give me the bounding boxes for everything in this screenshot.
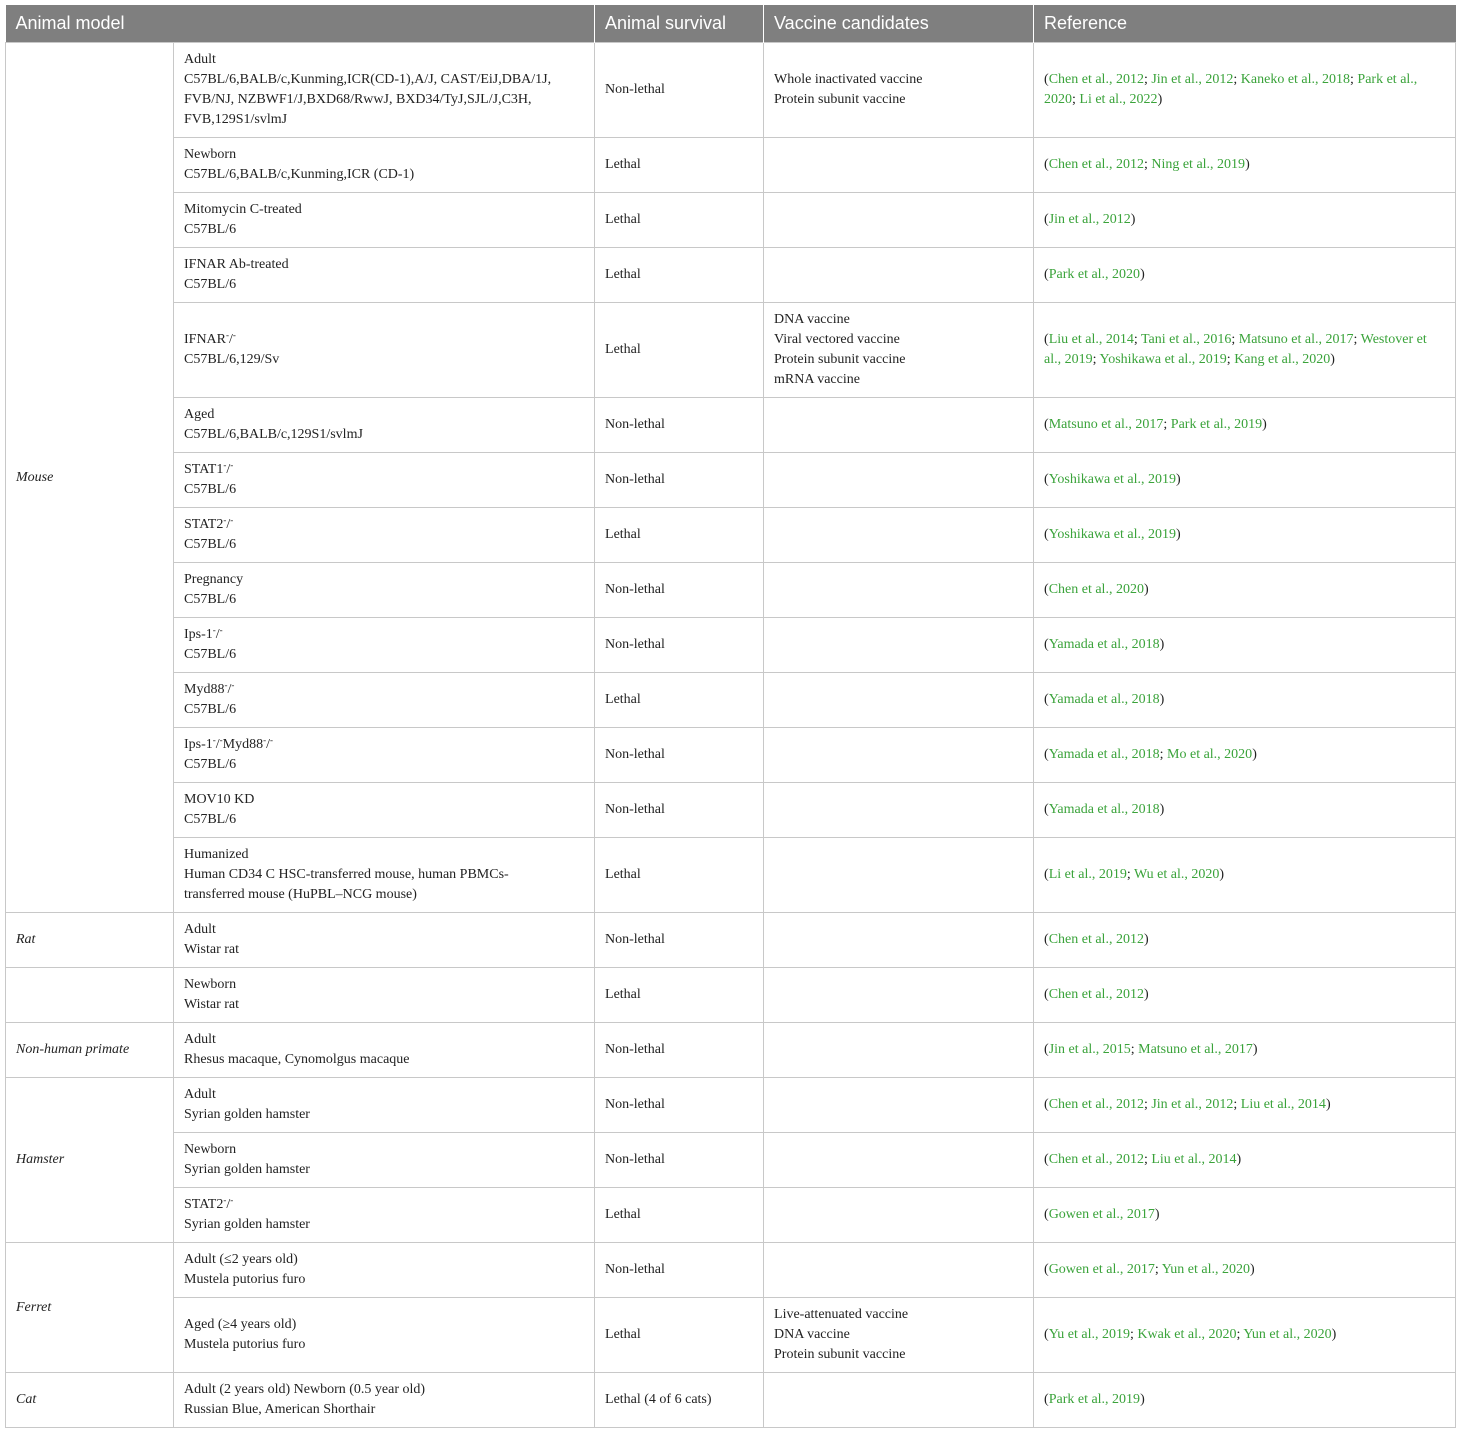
model-cell [174, 1023, 595, 1078]
survival-cell: Lethal [595, 508, 764, 563]
model-line: C57BL/6,BALB/c,129S1/svlmJ [184, 427, 363, 442]
table-row [6, 453, 1456, 508]
table-row [6, 1023, 1456, 1078]
survival-cell: Non-lethal [595, 1023, 764, 1078]
reference-cell: (Chen et al., 2020) [1034, 563, 1456, 618]
model-line: C57BL/6,129/Sv [184, 352, 280, 367]
header-animal-model: Animal model [6, 5, 595, 43]
reference-cell: (Yu et al., 2019; Kwak et al., 2020; Yun et al., 2020) [1034, 1298, 1456, 1373]
reference-link[interactable]: Yoshikawa et al., 2019 [1048, 472, 1176, 487]
table-row [6, 1243, 1456, 1298]
reference-link[interactable]: Kaneko et al., 2018 [1240, 72, 1351, 87]
reference-link[interactable]: Jin et al., 2015 [1048, 1042, 1131, 1057]
survival-cell: Lethal [595, 838, 764, 913]
reference-cell: (Yamada et al., 2018; Mo et al., 2020) [1034, 728, 1456, 783]
model-cell [174, 508, 595, 563]
model-line: Aged [184, 407, 215, 422]
vaccine-item: Protein subunit vaccine [774, 92, 906, 107]
survival-cell: Lethal [595, 303, 764, 398]
table-row [6, 913, 1456, 968]
reference-cell: (Park et al., 2020) [1034, 248, 1456, 303]
model-line: Syrian golden hamster [184, 1217, 310, 1232]
reference-cell: (Yamada et al., 2018) [1034, 783, 1456, 838]
reference-cell: (Park et al., 2019) [1034, 1373, 1456, 1428]
model-cell [174, 398, 595, 453]
survival-cell: Non-lethal [595, 398, 764, 453]
reference-cell: (Gowen et al., 2017) [1034, 1188, 1456, 1243]
model-line: Russian Blue, American Shorthair [184, 1402, 376, 1417]
model-line: Newborn [184, 977, 237, 992]
reference-link[interactable]: Tani et al., 2016 [1140, 332, 1232, 347]
model-line: C57BL/6 [184, 222, 237, 237]
model-line: Adult (≤2 years old) [184, 1252, 298, 1267]
reference-link[interactable]: Mo et al., 2020 [1167, 747, 1253, 762]
model-line: Mitomycin C-treated [184, 202, 302, 217]
model-line: C57BL/6 [184, 537, 237, 552]
vaccine-cell [764, 1298, 1034, 1373]
reference-link[interactable]: Yun et al., 2020 [1161, 1262, 1250, 1277]
vaccine-cell [764, 1078, 1034, 1133]
model-line: C57BL/6 [184, 757, 237, 772]
model-line: FVB,129S1/svlmJ [184, 112, 288, 127]
reference-cell: (Chen et al., 2012; Ning et al., 2019) [1034, 138, 1456, 193]
vaccine-cell [764, 453, 1034, 508]
survival-cell: Lethal (4 of 6 cats) [595, 1373, 764, 1428]
model-line: Rhesus macaque, Cynomolgus macaque [184, 1052, 410, 1067]
reference-link[interactable]: Yu et al., 2019 [1048, 1327, 1130, 1342]
vaccine-cell [764, 728, 1034, 783]
animal-cell [6, 968, 174, 1023]
table-row [6, 1133, 1456, 1188]
header-animal-survival: Animal survival [595, 5, 764, 43]
model-line: C57BL/6 [184, 702, 237, 717]
model-line: Ips-1-/-Myd88-/- [184, 735, 274, 752]
header-reference: Reference [1034, 5, 1456, 43]
reference-link[interactable]: Kwak et al., 2020 [1137, 1327, 1237, 1342]
animal-cell: Non-human primate [6, 1023, 174, 1078]
model-line: Adult [184, 52, 216, 67]
vaccine-item: Whole inactivated vaccine [774, 72, 923, 87]
model-line: C57BL/6,BALB/c,Kunming,ICR (CD-1) [184, 167, 415, 182]
model-line: IFNAR Ab-treated [184, 257, 289, 272]
vaccine-item: DNA vaccine [774, 312, 850, 327]
survival-cell: Lethal [595, 1298, 764, 1373]
survival-cell: Lethal [595, 248, 764, 303]
animal-cell: Mouse [6, 43, 174, 913]
survival-cell: Non-lethal [595, 913, 764, 968]
model-cell [174, 193, 595, 248]
vaccine-cell [764, 303, 1034, 398]
reference-link[interactable]: Yoshikawa et al., 2019 [1099, 352, 1227, 367]
reference-link[interactable]: Matsuno et al., 2017 [1048, 417, 1164, 432]
table-row [6, 563, 1456, 618]
vaccine-cell [764, 138, 1034, 193]
model-line: Adult [184, 1087, 216, 1102]
reference-link[interactable]: Wu et al., 2020 [1133, 867, 1220, 882]
model-line: Newborn [184, 1142, 237, 1157]
reference-link[interactable]: Park et al., 2019 [1048, 1392, 1141, 1407]
header-row [6, 5, 1456, 43]
reference-link[interactable]: Chen et al., 2012 [1048, 157, 1144, 172]
reference-cell: (Chen et al., 2012) [1034, 913, 1456, 968]
reference-link[interactable]: Yoshikawa et al., 2019 [1048, 527, 1176, 542]
reference-link[interactable]: Park et al., 2020 [1044, 72, 1418, 107]
table-row [6, 193, 1456, 248]
vaccine-item: DNA vaccine [774, 1327, 850, 1342]
survival-cell: Non-lethal [595, 563, 764, 618]
model-line: C57BL/6 [184, 647, 237, 662]
survival-cell: Lethal [595, 673, 764, 728]
model-line: C57BL/6 [184, 277, 237, 292]
survival-cell: Lethal [595, 1188, 764, 1243]
model-cell [174, 43, 595, 138]
model-line: Syrian golden hamster [184, 1107, 310, 1122]
table-row [6, 508, 1456, 563]
reference-cell: (Yamada et al., 2018) [1034, 673, 1456, 728]
table-row [6, 303, 1456, 398]
reference-link[interactable]: Li et al., 2022 [1079, 92, 1158, 107]
survival-cell: Non-lethal [595, 728, 764, 783]
reference-link[interactable]: Yamada et al., 2018 [1048, 747, 1160, 762]
reference-link[interactable]: Chen et al., 2012 [1048, 72, 1144, 87]
model-cell [174, 913, 595, 968]
vaccine-cell [764, 508, 1034, 563]
model-line: FVB/NJ, NZBWF1/J,BXD68/RwwJ, BXD34/TyJ,SJL/J,C3H, [184, 92, 532, 107]
reference-link[interactable]: Li et al., 2019 [1048, 867, 1127, 882]
animal-cell: Cat [6, 1373, 174, 1428]
model-line: Aged (≥4 years old) [184, 1317, 297, 1332]
table-row [6, 1373, 1456, 1428]
table-row [6, 1078, 1456, 1133]
reference-link[interactable]: Park et al., 2020 [1048, 267, 1141, 282]
table-row [6, 1298, 1456, 1373]
model-cell [174, 1373, 595, 1428]
table-body [6, 43, 1456, 1428]
vaccine-item: Protein subunit vaccine [774, 352, 906, 367]
model-line: Wistar rat [184, 997, 240, 1012]
model-cell [174, 303, 595, 398]
survival-cell: Non-lethal [595, 783, 764, 838]
vaccine-cell [764, 1373, 1034, 1428]
vaccine-cell [764, 248, 1034, 303]
reference-link[interactable]: Jin et al., 2012 [1151, 1097, 1234, 1112]
model-line: Adult [184, 922, 216, 937]
model-line: IFNAR-/- [184, 330, 236, 347]
reference-cell: (Gowen et al., 2017; Yun et al., 2020) [1034, 1243, 1456, 1298]
model-cell [174, 1188, 595, 1243]
reference-link[interactable]: Chen et al., 2012 [1048, 1097, 1144, 1112]
model-line: C57BL/6 [184, 812, 237, 827]
reference-link[interactable]: Jin et al., 2012 [1048, 212, 1131, 227]
reference-link[interactable]: Matsuno et al., 2017 [1238, 332, 1354, 347]
survival-cell: Lethal [595, 193, 764, 248]
reference-link[interactable]: Chen et al., 2012 [1048, 1152, 1144, 1167]
vaccine-cell [764, 838, 1034, 913]
reference-cell: (Yoshikawa et al., 2019) [1034, 508, 1456, 563]
vaccine-cell [764, 783, 1034, 838]
reference-link[interactable]: Yamada et al., 2018 [1048, 637, 1160, 652]
survival-cell: Non-lethal [595, 618, 764, 673]
model-line: STAT1-/- [184, 460, 234, 477]
reference-cell: (Chen et al., 2012) [1034, 968, 1456, 1023]
reference-link[interactable]: Kang et al., 2020 [1234, 352, 1331, 367]
model-line: STAT2-/- [184, 515, 234, 532]
survival-cell: Non-lethal [595, 1133, 764, 1188]
reference-cell: (Chen et al., 2012; Jin et al., 2012; Liu et al., 2014) [1034, 1078, 1456, 1133]
reference-cell: (Li et al., 2019; Wu et al., 2020) [1034, 838, 1456, 913]
reference-cell: (Yamada et al., 2018) [1034, 618, 1456, 673]
table-row [6, 618, 1456, 673]
reference-link[interactable]: Chen et al., 2012 [1048, 932, 1144, 947]
reference-link[interactable]: Liu et al., 2014 [1240, 1097, 1326, 1112]
vaccine-cell [764, 563, 1034, 618]
table-row [6, 838, 1456, 913]
model-line: C57BL/6,BALB/c,Kunming,ICR(CD-1),A/J, CAST/EiJ,DBA/1J, [184, 72, 552, 87]
model-line: Ips-1-/- [184, 625, 223, 642]
model-cell [174, 1298, 595, 1373]
reference-link[interactable]: Liu et al., 2014 [1048, 332, 1134, 347]
header-vaccine-candidates: Vaccine candidates [764, 5, 1034, 43]
table-row [6, 248, 1456, 303]
model-line: C57BL/6 [184, 592, 237, 607]
reference-cell: (Yoshikawa et al., 2019) [1034, 453, 1456, 508]
reference-cell: (Liu et al., 2014; Tani et al., 2016; Matsuno et al., 2017; Westover et al., 2019; Yoshikawa et al., 2019; Kang et al., 2020) [1034, 303, 1456, 398]
reference-link[interactable]: Yun et al., 2020 [1243, 1327, 1332, 1342]
survival-cell: Non-lethal [595, 1243, 764, 1298]
model-line: MOV10 KD [184, 792, 255, 807]
table-row [6, 968, 1456, 1023]
vaccine-cell [764, 968, 1034, 1023]
vaccine-item: Live-attenuated vaccine [774, 1307, 909, 1322]
vaccine-cell [764, 43, 1034, 138]
reference-link[interactable]: Gowen et al., 2017 [1048, 1207, 1155, 1222]
reference-link[interactable]: Yamada et al., 2018 [1048, 802, 1160, 817]
survival-cell: Non-lethal [595, 1078, 764, 1133]
table-row [6, 673, 1456, 728]
vaccine-cell [764, 1133, 1034, 1188]
vaccine-cell [764, 398, 1034, 453]
table-row [6, 1188, 1456, 1243]
model-cell [174, 1243, 595, 1298]
model-cell [174, 968, 595, 1023]
reference-link[interactable]: Matsuno et al., 2017 [1138, 1042, 1253, 1057]
model-cell [174, 1078, 595, 1133]
reference-cell: (Jin et al., 2015; Matsuno et al., 2017) [1034, 1023, 1456, 1078]
model-line: STAT2-/- [184, 1195, 234, 1212]
reference-link[interactable]: Park et al., 2019 [1170, 417, 1263, 432]
animal-cell: Hamster [6, 1078, 174, 1243]
vaccine-cell [764, 1243, 1034, 1298]
reference-cell: (Matsuno et al., 2017; Park et al., 2019) [1034, 398, 1456, 453]
model-cell [174, 673, 595, 728]
animal-model-table [5, 5, 1456, 1428]
vaccine-cell [764, 913, 1034, 968]
vaccine-item: Protein subunit vaccine [774, 1347, 906, 1362]
model-line: Myd88-/- [184, 680, 235, 697]
model-line: Syrian golden hamster [184, 1162, 310, 1177]
model-line: Mustela putorius furo [184, 1337, 306, 1352]
reference-cell: (Chen et al., 2012; Jin et al., 2012; Kaneko et al., 2018; Park et al., 2020; Li et al., 2022) [1034, 43, 1456, 138]
reference-link[interactable]: Liu et al., 2014 [1151, 1152, 1237, 1167]
model-line: C57BL/6 [184, 482, 237, 497]
table-row [6, 43, 1456, 138]
reference-link[interactable]: Jin et al., 2012 [1151, 72, 1234, 87]
table-row [6, 728, 1456, 783]
model-cell [174, 618, 595, 673]
vaccine-cell [764, 673, 1034, 728]
survival-cell: Non-lethal [595, 453, 764, 508]
model-line: Pregnancy [184, 572, 244, 587]
model-cell [174, 453, 595, 508]
model-cell [174, 783, 595, 838]
reference-link[interactable]: Ning et al., 2019 [1151, 157, 1246, 172]
reference-link[interactable]: Yamada et al., 2018 [1048, 692, 1160, 707]
table-row [6, 783, 1456, 838]
reference-link[interactable]: Gowen et al., 2017 [1048, 1262, 1155, 1277]
model-line: Adult [184, 1032, 216, 1047]
model-cell [174, 1133, 595, 1188]
vaccine-cell [764, 618, 1034, 673]
reference-cell: (Chen et al., 2012; Liu et al., 2014) [1034, 1133, 1456, 1188]
survival-cell: Lethal [595, 138, 764, 193]
model-line: Newborn [184, 147, 237, 162]
animal-cell: Rat [6, 913, 174, 968]
model-line: transferred mouse (HuPBL–NCG mouse) [184, 887, 417, 902]
model-line: Humanized [184, 847, 249, 862]
model-cell [174, 838, 595, 913]
table-row [6, 138, 1456, 193]
table-row [6, 398, 1456, 453]
survival-cell: Non-lethal [595, 43, 764, 138]
reference-cell: (Jin et al., 2012) [1034, 193, 1456, 248]
model-line: Wistar rat [184, 942, 240, 957]
model-cell [174, 248, 595, 303]
animal-cell: Ferret [6, 1243, 174, 1373]
model-cell [174, 563, 595, 618]
model-line: Human CD34 C HSC-transferred mouse, human PBMCs- [184, 867, 509, 882]
vaccine-cell [764, 1188, 1034, 1243]
model-cell [174, 138, 595, 193]
vaccine-item: mRNA vaccine [774, 372, 860, 387]
vaccine-cell [764, 1023, 1034, 1078]
model-line: Mustela putorius furo [184, 1272, 306, 1287]
survival-cell: Lethal [595, 968, 764, 1023]
model-line: Adult (2 years old) Newborn (0.5 year old) [184, 1382, 426, 1397]
reference-link[interactable]: Chen et al., 2020 [1048, 582, 1144, 597]
vaccine-item: Viral vectored vaccine [774, 332, 900, 347]
reference-link[interactable]: Chen et al., 2012 [1048, 987, 1144, 1002]
reference-link[interactable]: Westover et al., 2019 [1044, 332, 1427, 367]
model-cell [174, 728, 595, 783]
vaccine-cell [764, 193, 1034, 248]
